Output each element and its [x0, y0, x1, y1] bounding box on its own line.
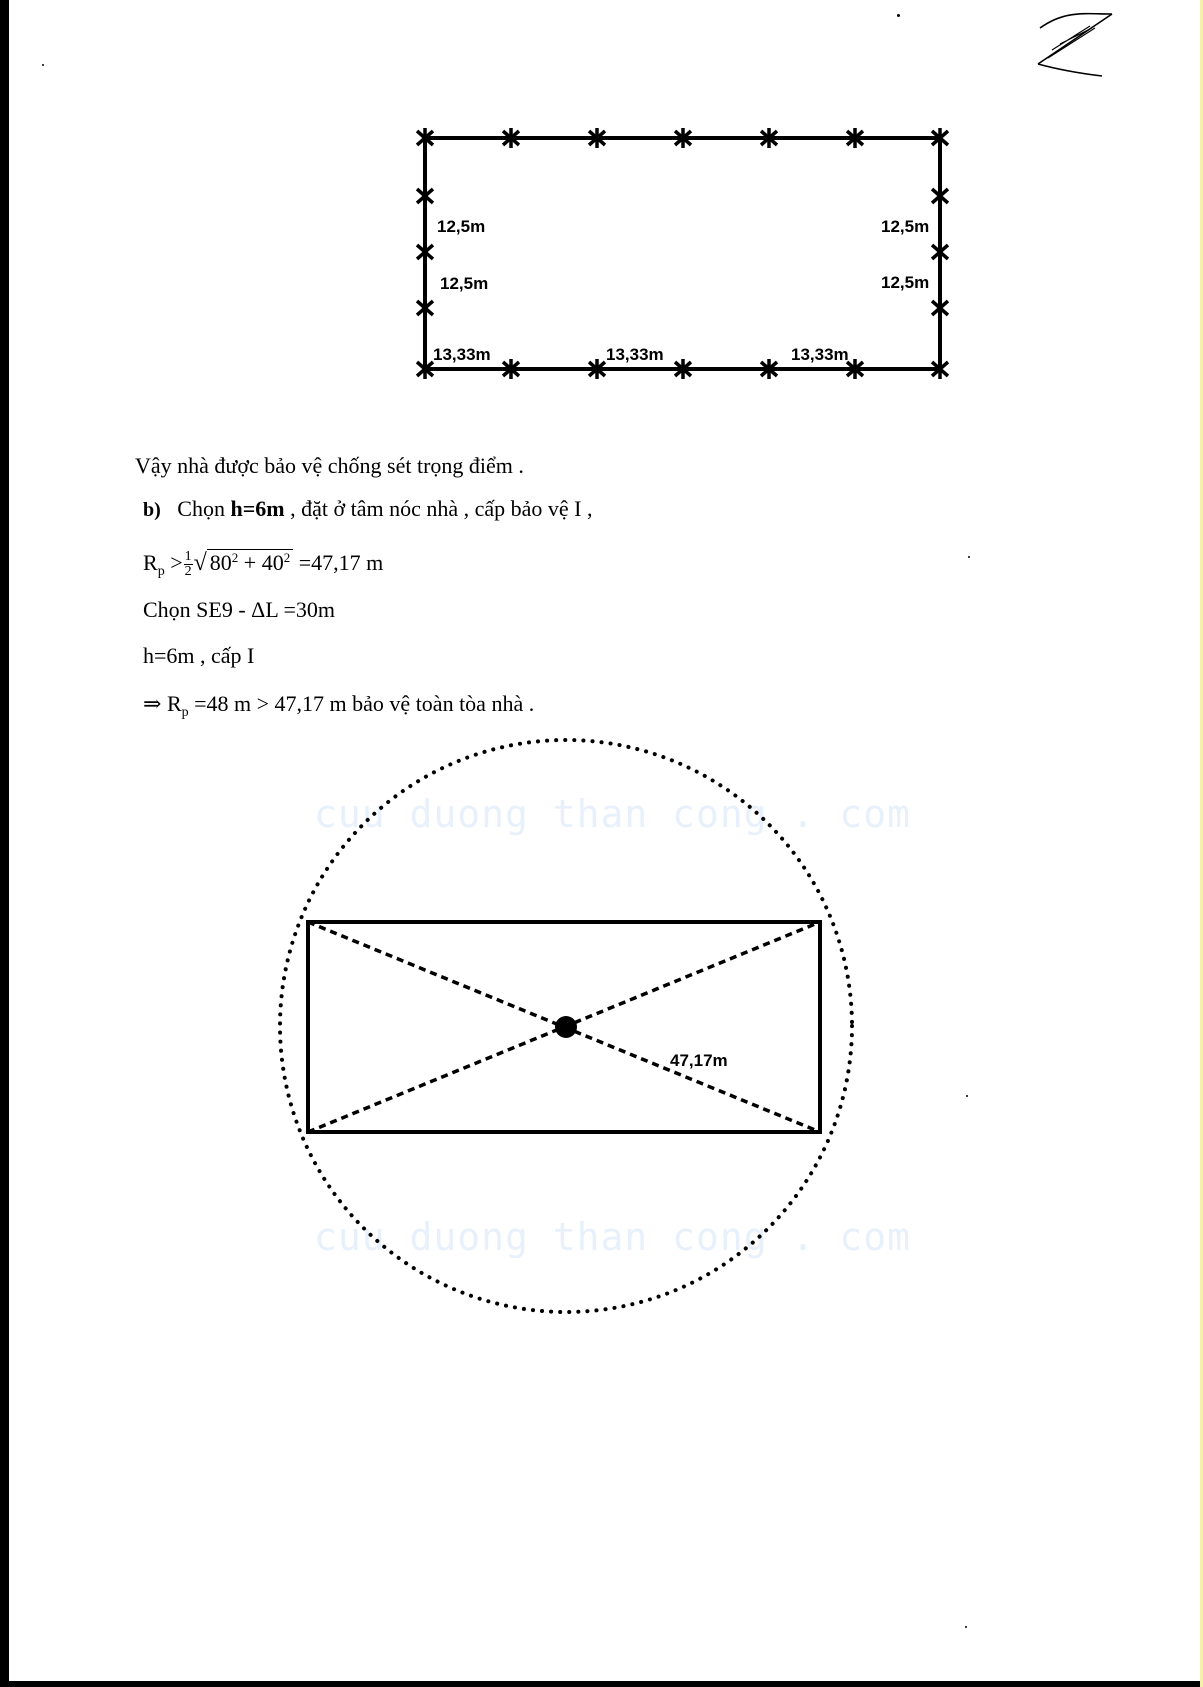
bottom-segment-label: 13,33m [433, 345, 491, 364]
left-segment-label: 12,5m [437, 217, 486, 236]
result-rest: =48 m > 47,17 m bảo vệ toàn tòa nhà . [194, 691, 535, 716]
lightning-rod-marker [932, 242, 948, 262]
bottom-segment-label: 13,33m [791, 345, 849, 364]
lightning-rod-marker [417, 298, 433, 318]
rp-formula [143, 545, 383, 585]
watermark: cuu duong than cong . com [314, 1215, 911, 1259]
rp-symbol: R [143, 550, 158, 575]
protection-zone-diagram [0, 720, 1203, 1320]
one-half-fraction [184, 550, 193, 579]
radicand-exp-b: 2 [283, 550, 291, 565]
result-r: R [166, 691, 182, 716]
lightning-rod-marker [417, 242, 433, 262]
bottom-segment-label: 13,33m [606, 345, 664, 364]
radicand-exp-a: 2 [231, 550, 239, 565]
radicand [207, 549, 293, 575]
radical-sign: √ [193, 550, 207, 576]
rod-layout-diagram [0, 0, 1203, 400]
height-value: h=6m [230, 496, 285, 521]
right-segment-label: 12,5m [881, 217, 930, 236]
lightning-rod-marker [932, 186, 948, 206]
radicand-a: 80 [209, 550, 232, 575]
rp-subscript: p [157, 564, 165, 579]
choose-word: Chọn [177, 496, 225, 521]
scan-speck [965, 1626, 967, 1628]
conclusion-text: Vậy nhà được bảo vệ chống sét trọng điểm . [135, 453, 524, 478]
radicand-plus: + 40 [238, 550, 284, 575]
result-subscript: p [181, 705, 189, 720]
implies-arrow: ⇒ [143, 691, 162, 716]
square-root [194, 545, 294, 576]
rp-result: =47,17 m [298, 550, 384, 575]
scan-speck [968, 556, 970, 558]
device-choice-text: Chọn SE9 - ΔL =30m [143, 597, 335, 622]
lightning-rod-marker [932, 298, 948, 318]
part-b-line [143, 496, 593, 523]
right-segment-label: 12,5m [881, 273, 930, 292]
radius-label: 47,17m [670, 1051, 728, 1070]
roof-outline [425, 138, 940, 369]
greater-sign: > [170, 550, 183, 575]
lightning-rod-center [555, 1016, 577, 1038]
left-segment-label: 12,5m [440, 274, 489, 293]
part-b-marker: b) [143, 499, 161, 521]
fraction-denominator: 2 [184, 564, 192, 580]
fraction-numerator: 1 [184, 549, 192, 565]
lightning-rod-marker [417, 186, 433, 206]
scan-bottom-edge [0, 1681, 1203, 1687]
part-b-rest: , đặt ở tâm nóc nhà , cấp bảo vệ I , [290, 496, 593, 521]
height-level-text: h=6m , cấp I [143, 643, 255, 668]
watermark: cuu duong than cong . com [314, 792, 911, 836]
